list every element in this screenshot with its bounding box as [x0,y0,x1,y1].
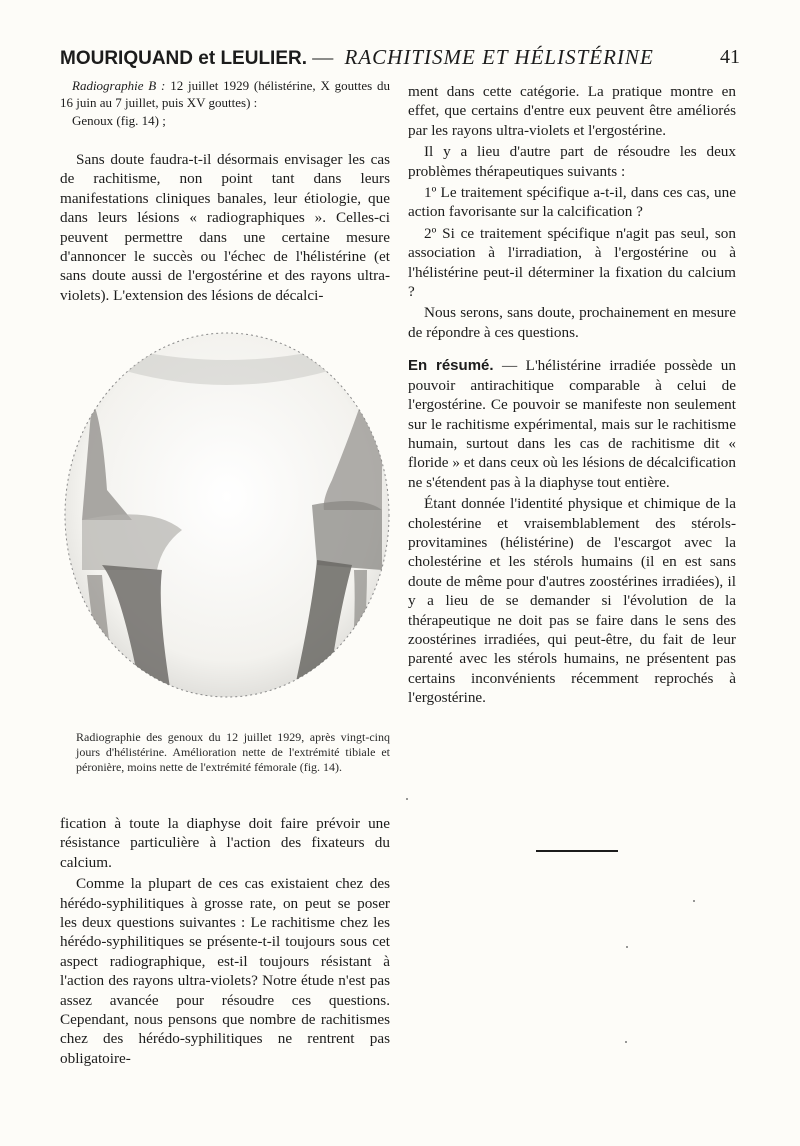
right-knee-shadow [312,501,382,570]
left-column-top [60,150,390,305]
paragraph: Comme la plupart de ces cas existaient chez des hérédo-syphilitiques à grosse rate, on peut se poser les deux questions suivantes : Le rachitisme chez les hérédo-syphilitiques se présente-t-il toujours sous cet aspect radiographique, est-il toujours résistant à l'action des rayons ultra-violets? Notre étude n'est pas assez avancée pour résoudre ces questions. Cependant, nous pensons que nombre de rachitismes chez des hérédo-syphilitiques ne rentrent pas obligatoire- [60,875,390,1067]
header-dash: — [312,45,334,69]
print-speck [625,1041,627,1043]
knee-radiograph-figure [62,330,392,700]
legend-text: 12 juillet 1929 (hélistérine, X gouttes du 16 juin au 7 juillet, puis XV gouttes) : [60,78,391,110]
print-speck [626,946,628,948]
paragraph: Étant donnée l'identité physique et chimique de la cholestérine et vraisemblablement des stérols-provitamines (hélistérine) de l'escargot avec la cholestérine et les stérols humains (il en est sans doute de même pour d'autres zoostérines irradiées), il y a lieu de se demander si l'évolution de la thérapeutique ne doit pas se faire dans le sens des zoostérines irradiées, qui peut-être, du fait de leur parenté avec les stérols humains, ne présentent pas certains inconvénients récemment reprochés à l'ergostérine. [408,495,736,707]
summary-text: L'hélistérine irradiée possède un pouvoir antirachitique comparable à celui de l'ergostérine. Ce pouvoir se manifeste non seulement sur le rachitisme expérimental, mais sur le rachitisme humain, surtout dans les cas de rachitisme dit « floride » et dans ceux où les lésions de décalcification ne s'étendent pas à la diaphyse tout entière. [408,357,736,491]
radiograph-legend [60,78,390,130]
legend-line-2: Genoux (fig. 14) ; [72,113,166,128]
paragraph: Il y a lieu d'autre part de résoudre les deux problèmes thérapeutiques suivants : [408,143,736,180]
summary-label: En résumé. [408,357,494,375]
paragraph: Sans doute faudra-t-il désormais envisager les cas de rachitisme, non point tant dans leurs manifestations cliniques banales, leur étiologie, que dans leurs lésions « radiographiques ». Celles-ci peuvent permettre dans une certaine mesure d'annoncer le succès ou l'échec de l'hélistérine (et sans doute aussi de l'ergostérine et des rayons ultra-violets). L'extension des lésions de décalci- [60,151,390,304]
paragraph: Nous serons, sans doute, prochainement en mesure de répondre à ces questions. [408,304,736,341]
right-column [408,82,736,708]
page-number: 41 [720,46,740,68]
paragraph: 1º Le traitement spécifique a-t-il, dans ces cas, une action favorisante sur la calcification ? [408,184,736,221]
print-speck [693,900,695,902]
print-speck [406,798,408,800]
legend-label: Radiographie B : [72,78,166,93]
paragraph: fication à toute la diaphyse doit faire prévoir une résistance particulière à l'action des fixateurs du calcium. [60,815,390,871]
summary-paragraph [408,356,736,492]
header-title: RACHITISME ET HÉLISTÉRINE [344,45,654,69]
section-end-rule [536,850,618,852]
paragraph: 2º Si ce traitement spécifique n'agit pas seul, son association à l'irradiation, à l'ergostérine ou à l'hélistérine peut-il déterminer la fixation du calcium ? [408,224,736,301]
running-header [60,42,740,72]
summary-dash: — [502,357,518,375]
legend-line [60,78,390,111]
figure-caption: Radiographie des genoux du 12 juillet 1929, après vingt-cinq jours d'hélistérine. Amélioration nette de l'extrémité tibiale et péronière, moins nette de l'extrémité fémorale (fig. 14). [76,730,390,775]
left-column-bottom [60,814,390,1068]
paragraph: ment dans cette catégorie. La pratique montre en effet, que certains d'entre eux peuvent être améliorés par les rayons ultra-violets et l'ergostérine. [408,83,736,139]
header-authors: MOURIQUAND et LEULIER. [60,48,307,69]
